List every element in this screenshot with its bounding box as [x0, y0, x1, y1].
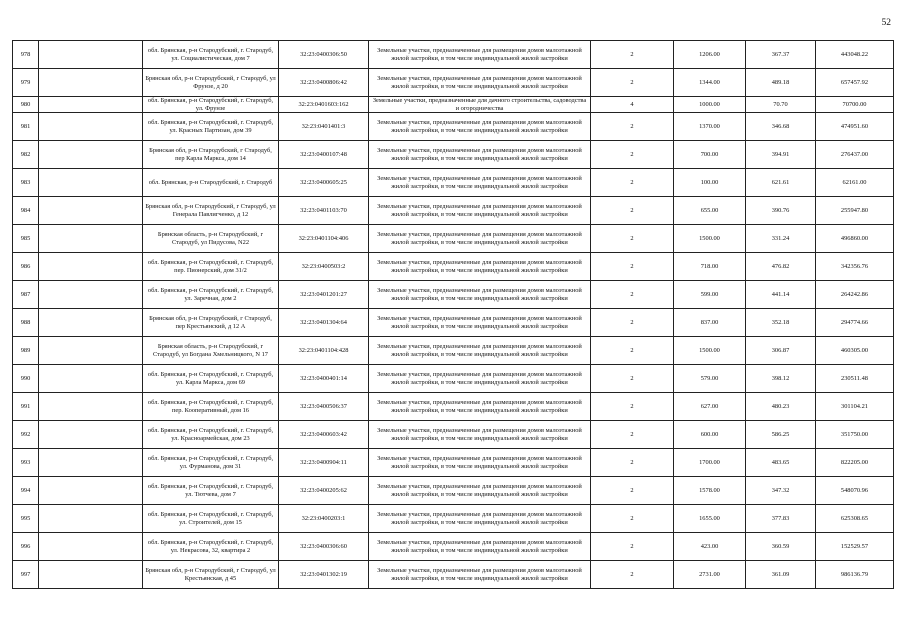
table-row [13, 393, 894, 421]
specific-value-cell: 306.87 [746, 337, 816, 365]
cadastral-value-cell: 460305.00 [816, 337, 894, 365]
blank-column [39, 393, 143, 421]
area-cell: 600.00 [674, 421, 746, 449]
blank-column [39, 421, 143, 449]
permitted-use-cell: Земельные участки, предназначенные для размещения домов малоэтажной жилой застройки, в том числе индивидуальной жилой застройки [369, 393, 591, 421]
cadastral-value-cell: 625308.65 [816, 505, 894, 533]
specific-value-cell: 441.14 [746, 281, 816, 309]
row-number: 986 [13, 253, 39, 281]
cadastral-number-cell: 32:23:0401201:27 [279, 281, 369, 309]
table-row [13, 421, 894, 449]
category-cell: 4 [591, 97, 674, 113]
specific-value-cell: 390.76 [746, 197, 816, 225]
category-cell: 2 [591, 281, 674, 309]
category-cell: 2 [591, 169, 674, 197]
row-number: 980 [13, 97, 39, 113]
cadastral-number-cell: 32:23:0401104:406 [279, 225, 369, 253]
cadastral-value-cell: 294774.66 [816, 309, 894, 337]
category-cell: 2 [591, 141, 674, 169]
specific-value-cell: 377.83 [746, 505, 816, 533]
specific-value-cell: 483.65 [746, 449, 816, 477]
table-row [13, 225, 894, 253]
address-cell: обл. Брянская, р-н Стародубский, г. Стародуб [143, 169, 279, 197]
permitted-use-cell: Земельные участки, предназначенные для размещения домов малоэтажной жилой застройки, в том числе индивидуальной жилой застройки [369, 41, 591, 69]
permitted-use-cell: Земельные участки, предназначенные для размещения домов малоэтажной жилой застройки, в том числе индивидуальной жилой застройки [369, 253, 591, 281]
address-cell: обл. Брянская, р-н Стародубский, г. Стародуб, ул. Красноармейская, дом 23 [143, 421, 279, 449]
permitted-use-cell: Земельные участки, предназначенные для размещения домов малоэтажной жилой застройки, в том числе индивидуальной жилой застройки [369, 477, 591, 505]
area-cell: 579.00 [674, 365, 746, 393]
address-cell: обл. Брянская, р-н Стародубский, г. Стародуб, ул. Фурманова, дом 31 [143, 449, 279, 477]
specific-value-cell: 70.70 [746, 97, 816, 113]
area-cell: 1370.00 [674, 113, 746, 141]
table-row [13, 365, 894, 393]
address-cell: обл. Брянская, р-н Стародубский, г. Стародуб, ул. Социалистическая, дом 7 [143, 41, 279, 69]
specific-value-cell: 361.09 [746, 561, 816, 589]
row-number: 982 [13, 141, 39, 169]
permitted-use-cell: Земельные участки, предназначенные для размещения домов малоэтажной жилой застройки, в том числе индивидуальной жилой застройки [369, 365, 591, 393]
cadastral-number-cell: 32:23:0400506:37 [279, 393, 369, 421]
area-cell: 100.00 [674, 169, 746, 197]
cadastral-number-cell: 32:23:0401302:19 [279, 561, 369, 589]
blank-column [39, 113, 143, 141]
cadastral-value-cell: 657457.92 [816, 69, 894, 97]
address-cell: Брянская обл, р-н Стародубский, г Стародуб, ул Фрунзе, д 20 [143, 69, 279, 97]
address-cell: обл. Брянская, р-н Стародубский, г. Стародуб, ул. Фрунзе [143, 97, 279, 113]
row-number: 985 [13, 225, 39, 253]
specific-value-cell: 346.68 [746, 113, 816, 141]
blank-column [39, 505, 143, 533]
permitted-use-cell: Земельные участки, предназначенные для размещения домов малоэтажной жилой застройки, в том числе индивидуальной жилой застройки [369, 225, 591, 253]
address-cell: Брянская обл, р-н Стародубский, г Стародуб, ул Генерала Павлигченко, д 12 [143, 197, 279, 225]
address-cell: Брянская область, р-н Стародубский, г Стародуб, ул Пидусова, N22 [143, 225, 279, 253]
cadastral-number-cell: 32:23:0400205:62 [279, 477, 369, 505]
cadastral-value-cell: 822205.00 [816, 449, 894, 477]
permitted-use-cell: Земельные участки, предназначенные для размещения домов малоэтажной жилой застройки, в том числе индивидуальной жилой застройки [369, 169, 591, 197]
address-cell: Брянская обл, р-н Стародубский, г Стародуб, пер Карла Маркса, дом 14 [143, 141, 279, 169]
category-cell: 2 [591, 69, 674, 97]
cadastral-number-cell: 32:23:0401603:162 [279, 97, 369, 113]
area-cell: 1000.00 [674, 97, 746, 113]
area-cell: 718.00 [674, 253, 746, 281]
row-number: 984 [13, 197, 39, 225]
specific-value-cell: 352.18 [746, 309, 816, 337]
table-row [13, 533, 894, 561]
permitted-use-cell: Земельные участки, предназначенные для размещения домов малоэтажной жилой застройки, в том числе индивидуальной жилой застройки [369, 505, 591, 533]
address-cell: обл. Брянская, р-н Стародубский, г. Стародуб, ул. Карла Маркса, дом 69 [143, 365, 279, 393]
area-cell: 1206.00 [674, 41, 746, 69]
cadastral-number-cell: 32:23:0400306:50 [279, 41, 369, 69]
row-number: 997 [13, 561, 39, 589]
specific-value-cell: 331.24 [746, 225, 816, 253]
cadastral-number-cell: 32:23:0400401:14 [279, 365, 369, 393]
row-number: 987 [13, 281, 39, 309]
blank-column [39, 309, 143, 337]
cadastral-number-cell: 32:23:0401103:70 [279, 197, 369, 225]
permitted-use-cell: Земельные участки, предназначенные для размещения домов малоэтажной жилой застройки, в том числе индивидуальной жилой застройки [369, 561, 591, 589]
table-row [13, 309, 894, 337]
specific-value-cell: 347.32 [746, 477, 816, 505]
cadastral-value-cell: 548070.96 [816, 477, 894, 505]
blank-column [39, 561, 143, 589]
cadastral-number-cell: 32:23:0401401:3 [279, 113, 369, 141]
specific-value-cell: 367.37 [746, 41, 816, 69]
area-cell: 1700.00 [674, 449, 746, 477]
cadastral-value-cell: 70700.00 [816, 97, 894, 113]
cadastral-value-cell: 342356.76 [816, 253, 894, 281]
cadastral-value-cell: 276437.00 [816, 141, 894, 169]
cadastral-number-cell: 32:23:0400806:42 [279, 69, 369, 97]
blank-column [39, 169, 143, 197]
address-cell: обл. Брянская, р-н Стародубский, г. Стародуб, ул. Строителей, дом 15 [143, 505, 279, 533]
table-row [13, 41, 894, 69]
area-cell: 627.00 [674, 393, 746, 421]
cadastral-number-cell: 32:23:0400904:11 [279, 449, 369, 477]
area-cell: 655.00 [674, 197, 746, 225]
address-cell: Брянская обл, р-н Стародубский, г Стародуб, пер Крестьянский, д 12 А [143, 309, 279, 337]
table-row [13, 97, 894, 113]
blank-column [39, 197, 143, 225]
blank-column [39, 253, 143, 281]
blank-column [39, 97, 143, 113]
row-number: 981 [13, 113, 39, 141]
row-number: 989 [13, 337, 39, 365]
cadastral-number-cell: 32:23:0400306:60 [279, 533, 369, 561]
permitted-use-cell: Земельные участки, предназначенные для размещения домов малоэтажной жилой застройки, в том числе индивидуальной жилой застройки [369, 281, 591, 309]
cadastral-value-cell: 62161.00 [816, 169, 894, 197]
permitted-use-cell: Земельные участки, предназначенные для дачного строительства, садоводства и огородничества [369, 97, 591, 113]
table-row [13, 337, 894, 365]
row-number: 993 [13, 449, 39, 477]
address-cell: обл. Брянская, р-н Стародубский, г. Стародуб, ул. Тютчева, дом 7 [143, 477, 279, 505]
category-cell: 2 [591, 533, 674, 561]
category-cell: 2 [591, 393, 674, 421]
category-cell: 2 [591, 505, 674, 533]
permitted-use-cell: Земельные участки, предназначенные для размещения домов малоэтажной жилой застройки, в том числе индивидуальной жилой застройки [369, 69, 591, 97]
permitted-use-cell: Земельные участки, предназначенные для размещения домов малоэтажной жилой застройки, в том числе индивидуальной жилой застройки [369, 449, 591, 477]
address-cell: обл. Брянская, р-н Стародубский, г. Стародуб, ул. Красных Партизан, дом 39 [143, 113, 279, 141]
row-number: 994 [13, 477, 39, 505]
row-number: 992 [13, 421, 39, 449]
address-cell: Брянская обл, р-н Стародубский, г Стародуб, ул Крестьянская, д 45 [143, 561, 279, 589]
cadastral-number-cell: 32:23:0400603:42 [279, 421, 369, 449]
category-cell: 2 [591, 337, 674, 365]
blank-column [39, 449, 143, 477]
cadastral-number-cell: 32:23:0400203:1 [279, 505, 369, 533]
cadastral-value-cell: 264242.86 [816, 281, 894, 309]
cadastral-value-cell: 986136.79 [816, 561, 894, 589]
cadastral-number-cell: 32:23:0400107:48 [279, 141, 369, 169]
permitted-use-cell: Земельные участки, предназначенные для размещения домов малоэтажной жилой застройки, в том числе индивидуальной жилой застройки [369, 309, 591, 337]
row-number: 996 [13, 533, 39, 561]
row-number: 991 [13, 393, 39, 421]
table-row [13, 561, 894, 589]
area-cell: 837.00 [674, 309, 746, 337]
table-row [13, 253, 894, 281]
row-number: 983 [13, 169, 39, 197]
table-row [13, 69, 894, 97]
table-row [13, 169, 894, 197]
category-cell: 2 [591, 41, 674, 69]
area-cell: 1655.00 [674, 505, 746, 533]
blank-column [39, 141, 143, 169]
permitted-use-cell: Земельные участки, предназначенные для размещения домов малоэтажной жилой застройки, в том числе индивидуальной жилой застройки [369, 337, 591, 365]
category-cell: 2 [591, 365, 674, 393]
blank-column [39, 477, 143, 505]
blank-column [39, 337, 143, 365]
area-cell: 423.00 [674, 533, 746, 561]
blank-column [39, 225, 143, 253]
cadastral-value-cell: 443048.22 [816, 41, 894, 69]
table-row [13, 141, 894, 169]
area-cell: 1344.00 [674, 69, 746, 97]
cadastral-value-cell: 351750.00 [816, 421, 894, 449]
table-row [13, 505, 894, 533]
permitted-use-cell: Земельные участки, предназначенные для размещения домов малоэтажной жилой застройки, в том числе индивидуальной жилой застройки [369, 421, 591, 449]
address-cell: обл. Брянская, р-н Стародубский, г. Стародуб, ул. Заречная, дом 2 [143, 281, 279, 309]
table-body [13, 41, 894, 589]
cadastral-number-cell: 32:23:0400605:25 [279, 169, 369, 197]
category-cell: 2 [591, 113, 674, 141]
row-number: 988 [13, 309, 39, 337]
address-cell: обл. Брянская, р-н Стародубский, г. Стародуб, ул. Некрасова, 32, квартира 2 [143, 533, 279, 561]
specific-value-cell: 586.25 [746, 421, 816, 449]
address-cell: обл. Брянская, р-н Стародубский, г. Стародуб, пер. Кооперативный, дом 16 [143, 393, 279, 421]
category-cell: 2 [591, 561, 674, 589]
table-row [13, 449, 894, 477]
permitted-use-cell: Земельные участки, предназначенные для размещения домов малоэтажной жилой застройки, в том числе индивидуальной жилой застройки [369, 141, 591, 169]
blank-column [39, 365, 143, 393]
category-cell: 2 [591, 449, 674, 477]
category-cell: 2 [591, 225, 674, 253]
cadastral-value-cell: 255947.80 [816, 197, 894, 225]
blank-column [39, 69, 143, 97]
specific-value-cell: 398.12 [746, 365, 816, 393]
cadastral-value-cell: 301104.21 [816, 393, 894, 421]
row-number: 995 [13, 505, 39, 533]
cadastral-value-cell: 230511.48 [816, 365, 894, 393]
category-cell: 2 [591, 421, 674, 449]
specific-value-cell: 621.61 [746, 169, 816, 197]
table-row [13, 113, 894, 141]
category-cell: 2 [591, 253, 674, 281]
land-value-table [12, 40, 894, 589]
specific-value-cell: 476.82 [746, 253, 816, 281]
cadastral-number-cell: 32:23:0400503:2 [279, 253, 369, 281]
category-cell: 2 [591, 477, 674, 505]
blank-column [39, 41, 143, 69]
area-cell: 1500.00 [674, 225, 746, 253]
cadastral-value-cell: 496860.00 [816, 225, 894, 253]
row-number: 979 [13, 69, 39, 97]
cadastral-value-cell: 474951.60 [816, 113, 894, 141]
area-cell: 599.00 [674, 281, 746, 309]
permitted-use-cell: Земельные участки, предназначенные для размещения домов малоэтажной жилой застройки, в том числе индивидуальной жилой застройки [369, 113, 591, 141]
address-cell: Брянская область, р-н Стародубский, г Стародуб, ул Богдана Хмельницкого, N 17 [143, 337, 279, 365]
category-cell: 2 [591, 309, 674, 337]
table-row [13, 281, 894, 309]
specific-value-cell: 394.91 [746, 141, 816, 169]
area-cell: 1578.00 [674, 477, 746, 505]
page-number: 52 [881, 18, 891, 28]
specific-value-cell: 480.23 [746, 393, 816, 421]
cadastral-number-cell: 32:23:0401104:428 [279, 337, 369, 365]
specific-value-cell: 489.18 [746, 69, 816, 97]
address-cell: обл. Брянская, р-н Стародубский, г. Стародуб, пер. Пионерский, дом 31/2 [143, 253, 279, 281]
permitted-use-cell: Земельные участки, предназначенные для размещения домов малоэтажной жилой застройки, в том числе индивидуальной жилой застройки [369, 197, 591, 225]
specific-value-cell: 360.59 [746, 533, 816, 561]
area-cell: 2731.00 [674, 561, 746, 589]
row-number: 978 [13, 41, 39, 69]
area-cell: 700.00 [674, 141, 746, 169]
cadastral-number-cell: 32:23:0401304:64 [279, 309, 369, 337]
blank-column [39, 533, 143, 561]
table-row [13, 197, 894, 225]
blank-column [39, 281, 143, 309]
table-row [13, 477, 894, 505]
permitted-use-cell: Земельные участки, предназначенные для размещения домов малоэтажной жилой застройки, в том числе индивидуальной жилой застройки [369, 533, 591, 561]
row-number: 990 [13, 365, 39, 393]
category-cell: 2 [591, 197, 674, 225]
cadastral-value-cell: 152529.57 [816, 533, 894, 561]
area-cell: 1500.00 [674, 337, 746, 365]
